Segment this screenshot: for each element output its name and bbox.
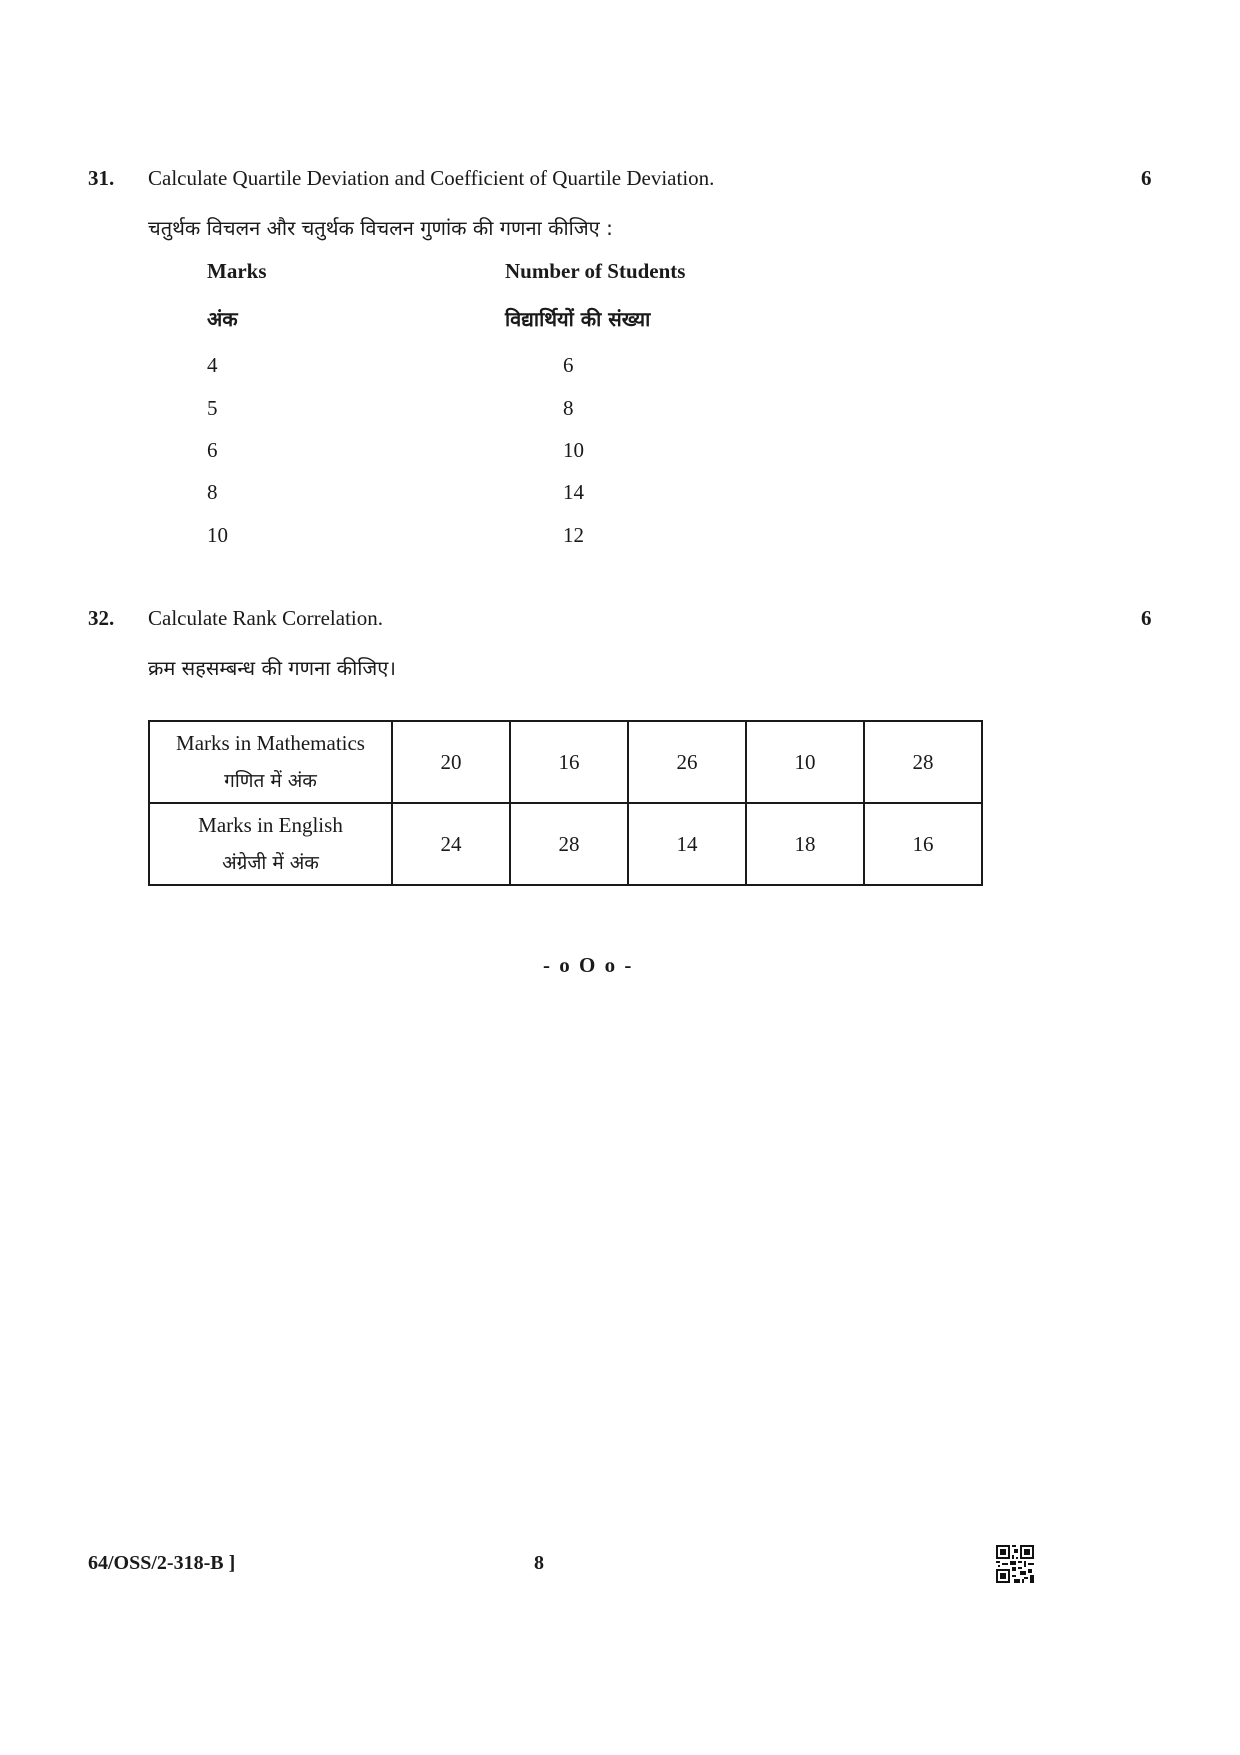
q32-text-hindi: क्रम सहसम्बन्ध की गणना कीजिए। xyxy=(148,656,396,680)
q31-row-students: 12 xyxy=(563,523,584,547)
qr-code-icon xyxy=(996,1545,1034,1583)
label-hindi: अंग्रेजी में अंक xyxy=(222,852,319,874)
label-en: Marks in Mathematics xyxy=(176,731,365,755)
q31-col-marks-heading-hindi: अंक xyxy=(207,307,238,331)
q31-row-students: 14 xyxy=(563,480,584,504)
rank-correlation-table xyxy=(148,720,983,886)
table-cell: 24 xyxy=(392,803,510,885)
q31-row-marks: 6 xyxy=(207,438,218,462)
label-en: Marks in English xyxy=(198,813,343,837)
paper-code: 64/OSS/2-318-B ] xyxy=(88,1552,236,1574)
q31-text: Calculate Quartile Deviation and Coefficient of Quartile Deviation. xyxy=(148,166,715,190)
q31-row-students: 10 xyxy=(563,438,584,462)
end-of-paper-mark: - o O o - xyxy=(543,953,634,977)
q31-text-hindi: चतुर्थक विचलन और चतुर्थक विचलन गुणांक की गणना कीजिए : xyxy=(148,216,613,240)
q32-text: Calculate Rank Correlation. xyxy=(148,606,384,630)
table-cell: 28 xyxy=(510,803,628,885)
q31-row-marks: 4 xyxy=(207,353,218,377)
q31-row-students: 6 xyxy=(563,353,574,377)
q31-row-marks: 8 xyxy=(207,480,218,504)
q31-row-students: 8 xyxy=(563,396,574,420)
page-number: 8 xyxy=(534,1552,544,1574)
q31-row-marks: 5 xyxy=(207,396,218,420)
row-label-english xyxy=(149,803,392,885)
q31-marks: 6 xyxy=(1141,166,1152,190)
q32-number: 32. xyxy=(88,606,115,630)
table-row xyxy=(149,803,982,885)
q31-col-students-heading: Number of Students xyxy=(505,259,686,283)
table-cell: 20 xyxy=(392,721,510,803)
table-cell: 14 xyxy=(628,803,746,885)
table-cell: 10 xyxy=(746,721,864,803)
table-cell: 18 xyxy=(746,803,864,885)
label-hindi: गणित में अंक xyxy=(224,770,317,792)
table-cell: 16 xyxy=(864,803,982,885)
q31-col-students-heading-hindi: विद्यार्थियों की संख्या xyxy=(505,307,651,331)
q32-marks: 6 xyxy=(1141,606,1152,630)
q31-row-marks: 10 xyxy=(207,523,228,547)
table-cell: 28 xyxy=(864,721,982,803)
table-cell: 16 xyxy=(510,721,628,803)
q31-col-marks-heading: Marks xyxy=(207,259,267,283)
row-label-mathematics xyxy=(149,721,392,803)
q31-number: 31. xyxy=(88,166,115,190)
table-cell: 26 xyxy=(628,721,746,803)
table-row xyxy=(149,721,982,803)
